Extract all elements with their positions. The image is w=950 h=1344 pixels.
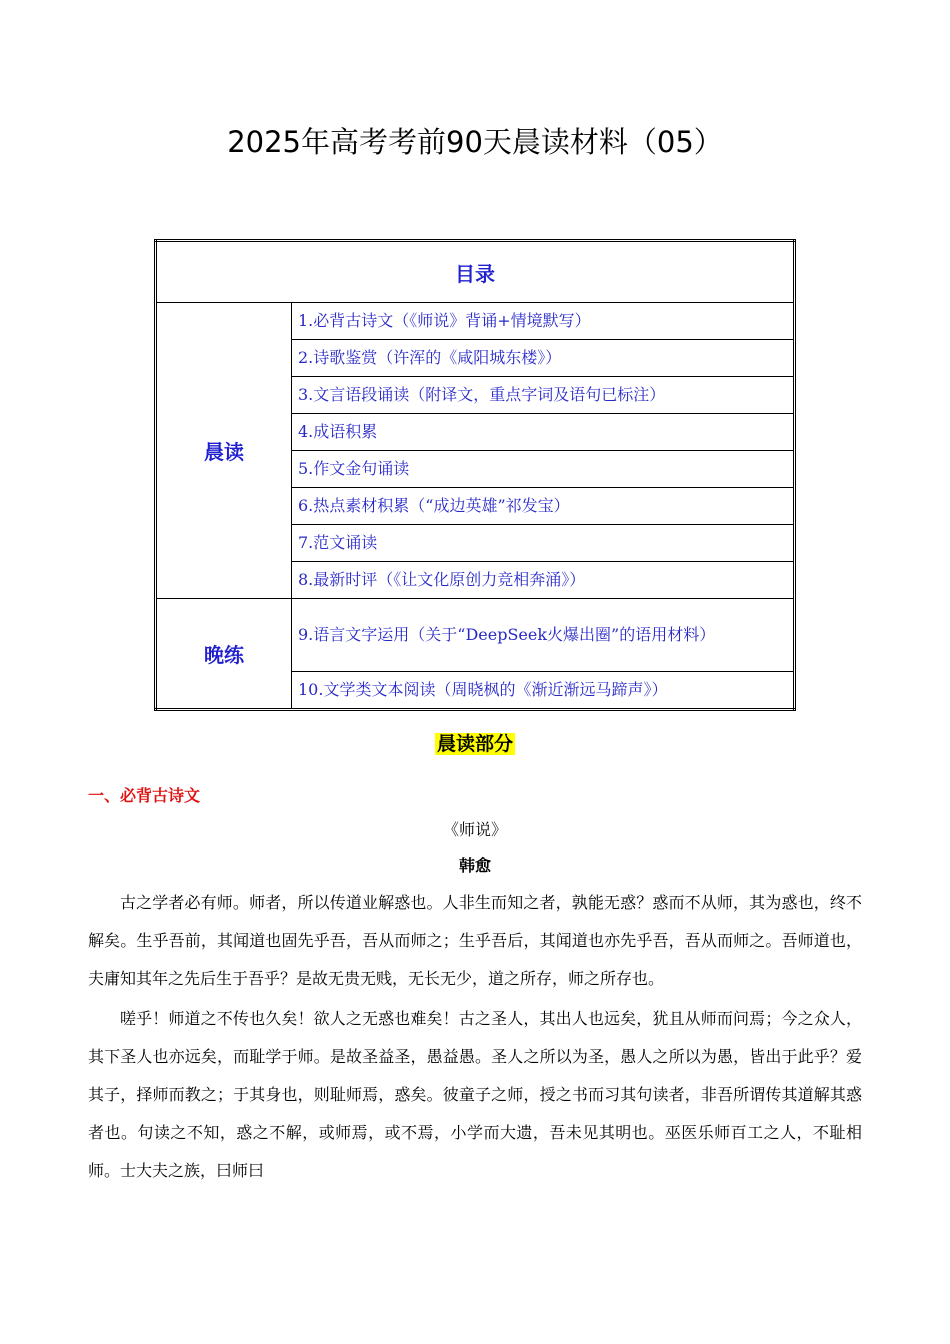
poem-paragraph: 古之学者必有师。师者，所以传道业解惑也。人非生而知之者，孰能无惑？惑而不从师，其为惑也，终不解矣。生乎吾前，其闻道也固先乎吾，吾从而师之；生乎吾后，其闻道也亦先乎吾，吾从而师之。吾师道也，夫庸知其年之先后生于吾乎？是故无贵无贱，无长无少，道之所存，师之所存也。 (88, 893, 862, 988)
toc-item[interactable]: 8.最新时评（《让文化原创力竞相奔涌》） (292, 562, 795, 599)
toc-item[interactable]: 1.必背古诗文（《师说》背诵+情境默写） (292, 303, 795, 340)
toc-header: 目录 (156, 241, 795, 303)
poem-paragraph: 嗟乎！师道之不传也久矣！欲人之无惑也难矣！古之圣人，其出人也远矣，犹且从师而问焉；今之众人，其下圣人也亦远矣，而耻学于师。是故圣益圣，愚益愚。圣人之所以为圣，愚人之所以为愚，皆出于此乎？爱其子，择师而教之；于其身也，则耻师焉，惑矣。彼童子之师，授之书而习其句读者，非吾所谓传其道解其惑者也。句读之不知，惑之不解，或师焉，或不焉，小学而大遗，吾未见其明也。巫医乐师百工之人，不耻相师。士大夫之族，曰师曰 (88, 1009, 862, 1180)
section-banner-label: 晨读部分 (436, 733, 513, 755)
section-banner (0, 731, 950, 757)
toc-item[interactable]: 9.语言文字运用（关于“DeepSeek火爆出圈”的语用材料） (292, 599, 795, 672)
toc-item[interactable]: 2.诗歌鉴赏（许浑的《咸阳城东楼》） (292, 340, 795, 377)
poem-author: 韩愈 (458, 856, 491, 875)
toc-item[interactable]: 3.文言语段诵读（附译文，重点字词及语句已标注） (292, 377, 795, 414)
toc-item[interactable]: 10.文学类文本阅读（周晓枫的《渐近渐远马蹄声》） (292, 672, 795, 710)
toc-item[interactable]: 7.范文诵读 (292, 525, 795, 562)
poem-title: 《师说》 (442, 820, 507, 839)
section-heading: 一、必背古诗文 (88, 786, 201, 805)
toc-group-morning: 晨读 (156, 303, 292, 599)
toc-item[interactable]: 6.热点素材积累（“成边英雄”祁发宝） (292, 488, 795, 525)
toc-item[interactable]: 5.作文金句诵读 (292, 451, 795, 488)
poem-body (88, 884, 862, 1190)
toc-item[interactable]: 4.成语积累 (292, 414, 795, 451)
page-title: 2025年高考考前90天晨读材料（05） (227, 125, 723, 159)
table-of-contents (154, 239, 796, 711)
toc-group-evening: 晚练 (156, 599, 292, 710)
